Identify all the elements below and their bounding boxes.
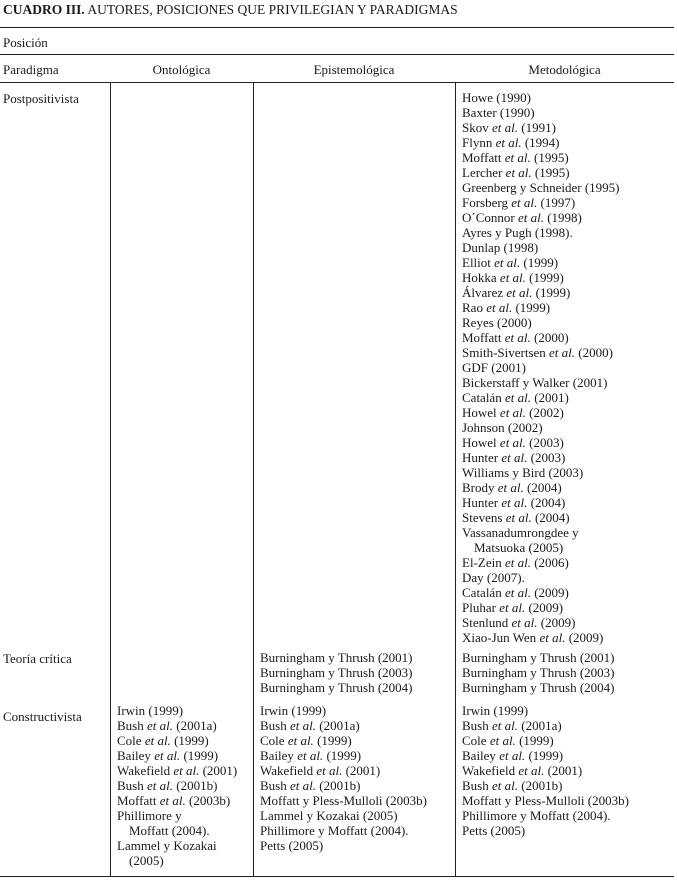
column-divider-2 <box>253 82 254 876</box>
citation-line: Moffatt et al. (1995) <box>462 150 569 165</box>
citation-line: Stenlund et al. (2009) <box>462 615 576 630</box>
citation-line: Wakefield et al. (2001) <box>117 763 238 778</box>
citation-line: O´Connor et al. (1998) <box>462 210 582 225</box>
citation-line: Phillimore y Moffatt (2004). <box>260 823 409 838</box>
citation-line: Howe (1990) <box>462 90 531 105</box>
citation-line: Williams y Bird (2003) <box>462 465 584 480</box>
citation-line: Rao et al. (1999) <box>462 300 551 315</box>
header-posicion: Posición <box>3 35 48 50</box>
citation-line: Catalán et al. (2009) <box>462 585 569 600</box>
citation-line: Matsuoka (2005) <box>474 540 564 555</box>
citation-line: Bush et al. (2001b) <box>117 778 218 793</box>
citation-line: Lammel y Kozakai (2005) <box>260 808 398 823</box>
citation-line: Smith-Sivertsen et al. (2000) <box>462 345 613 360</box>
column-divider-3 <box>455 82 456 876</box>
citation-line: (2005) <box>129 853 164 868</box>
citation-line: Burningham y Thrush (2004) <box>260 680 413 695</box>
rule-top <box>0 27 674 28</box>
citation-line: Reyes (2000) <box>462 315 532 330</box>
citation-line: Dunlap (1998) <box>462 240 539 255</box>
column-divider-1 <box>110 82 111 876</box>
citation-line: Phillimore y <box>117 808 182 823</box>
citation-line: Moffatt y Pless-Mulloli (2003b) <box>260 793 427 808</box>
citation-line: Burningham y Thrush (2003) <box>260 665 413 680</box>
cell-constructivista-metodologica <box>462 703 629 838</box>
table-caption: AUTORES, POSICIONES QUE PRIVILEGIAN Y PARADIGMAS <box>84 2 458 17</box>
citation-line: Skov et al. (1991) <box>462 120 556 135</box>
cell-postpositivista-metodologica <box>462 90 620 645</box>
citation-line: Burningham y Thrush (2003) <box>462 665 615 680</box>
citation-line: Petts (2005) <box>462 823 526 838</box>
citation-line: Irwin (1999) <box>462 703 529 718</box>
citation-line: Pluhar et al. (2009) <box>462 600 564 615</box>
citation-line: Hokka et al. (1999) <box>462 270 564 285</box>
cell-constructivista-ontologica <box>117 703 237 868</box>
citation-line: GDF (2001) <box>462 360 526 375</box>
citation-line: Bush et al. (2001a) <box>462 718 562 733</box>
citation-line: Baxter (1990) <box>462 105 535 120</box>
citation-line: Bailey et al. (1999) <box>260 748 362 763</box>
rule-header-1 <box>0 54 674 55</box>
citation-line: Hunter et al. (2003) <box>462 450 566 465</box>
citation-line: Phillimore y Moffatt (2004). <box>462 808 611 823</box>
citation-line: Petts (2005) <box>260 838 324 853</box>
citation-line: Ayres y Pugh (1998). <box>462 225 573 240</box>
citation-line: Moffatt y Pless-Mulloli (2003b) <box>462 793 629 808</box>
citation-line: Greenberg y Schneider (1995) <box>462 180 620 195</box>
citation-line: Cole et al. (1999) <box>260 733 352 748</box>
citation-line: Wakefield et al. (2001) <box>462 763 583 778</box>
citation-line: Bush et al. (2001b) <box>462 778 563 793</box>
citation-line: Howel et al. (2003) <box>462 435 564 450</box>
table-title <box>3 2 458 18</box>
citation-line: Lercher et al. (1995) <box>462 165 570 180</box>
header-paradigma: Paradigma <box>3 62 59 77</box>
citation-line: Bush et al. (2001b) <box>260 778 361 793</box>
citation-line: Forsberg et al. (1997) <box>462 195 576 210</box>
citation-line: Moffatt (2004). <box>129 823 210 838</box>
rule-header-2 <box>0 82 674 83</box>
citation-line: Burningham y Thrush (2004) <box>462 680 615 695</box>
citation-line: Burningham y Thrush (2001) <box>260 650 413 665</box>
citation-line: Stevens et al. (2004) <box>462 510 570 525</box>
citation-line: Irwin (1999) <box>117 703 184 718</box>
citation-line: Cole et al. (1999) <box>462 733 554 748</box>
citation-line: Wakefield et al. (2001) <box>260 763 381 778</box>
citation-line: Catalán et al. (2001) <box>462 390 569 405</box>
citation-line: Brody et al. (2004) <box>462 480 562 495</box>
citation-line: Elliot et al. (1999) <box>462 255 559 270</box>
paradigm-constructivista: Constructivista <box>3 709 82 724</box>
citation-line: Cole et al. (1999) <box>117 733 209 748</box>
citation-line: Howel et al. (2002) <box>462 405 564 420</box>
citation-line: Johnson (2002) <box>462 420 543 435</box>
citation-line: Bailey et al. (1999) <box>117 748 219 763</box>
citation-line: Moffatt et al. (2000) <box>462 330 569 345</box>
paradigm-postpositivista: Postpositivista <box>3 91 79 106</box>
header-metodologica: Metodológica <box>528 62 601 77</box>
header-epistemologica: Epistemológica <box>313 62 395 77</box>
citation-line: Hunter et al. (2004) <box>462 495 566 510</box>
citation-line: Flynn et al. (1994) <box>462 135 560 150</box>
citation-line: Burningham y Thrush (2001) <box>462 650 615 665</box>
cell-constructivista-epistemologica <box>260 703 427 853</box>
citation-line: Bush et al. (2001a) <box>260 718 360 733</box>
citation-line: Moffatt et al. (2003b) <box>117 793 231 808</box>
citation-line: Xiao-Jun Wen et al. (2009) <box>462 630 604 645</box>
cell-teoria-critica-metodologica <box>462 650 615 695</box>
citation-line: Day (2007). <box>462 570 525 585</box>
citation-line: Bush et al. (2001a) <box>117 718 217 733</box>
citation-line: Álvarez et al. (1999) <box>462 285 571 300</box>
header-ontologica: Ontológica <box>152 62 211 77</box>
citation-line: Irwin (1999) <box>260 703 327 718</box>
citation-line: Bickerstaff y Walker (2001) <box>462 375 608 390</box>
citation-line: Vassanadumrongdee y <box>462 525 579 540</box>
rule-bottom <box>0 876 674 877</box>
table-number: CUADRO III. <box>3 2 85 17</box>
cell-teoria-critica-epistemologica <box>260 650 413 695</box>
citation-line: Lammel y Kozakai <box>117 838 217 853</box>
citation-line: El-Zein et al. (2006) <box>462 555 569 570</box>
paradigm-teoria-critica: Teoría crítica <box>3 651 72 666</box>
citation-line: Bailey et al. (1999) <box>462 748 564 763</box>
